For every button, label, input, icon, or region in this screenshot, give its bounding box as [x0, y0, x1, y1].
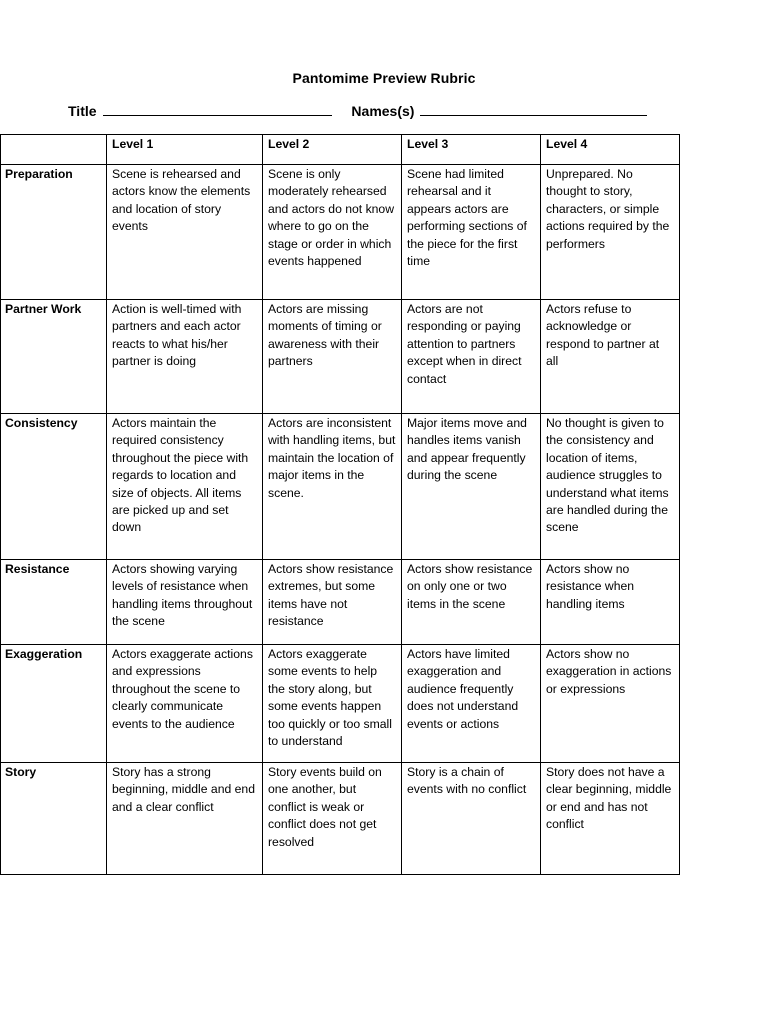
rubric-cell: Actors maintain the required consistency throughout the piece with regards to location and size of objects. All items are picked up and set down — [107, 414, 263, 560]
criterion-story: Story — [1, 763, 107, 875]
rubric-cell: Scene had limited rehearsal and it appears actors are performing sections of the piece for the first time — [402, 165, 541, 300]
names-field-label: Names(s) — [351, 103, 415, 119]
rubric-cell: Actors show no exaggeration in actions or expressions — [541, 645, 680, 763]
names-blank-line[interactable] — [420, 101, 647, 116]
title-field-label: Title — [68, 103, 97, 119]
rubric-cell: Unprepared. No thought to story, characters, or simple actions required by the performers — [541, 165, 680, 300]
rubric-cell: Actors refuse to acknowledge or respond to partner at all — [541, 300, 680, 414]
rubric-cell: Scene is rehearsed and actors know the elements and location of story events — [107, 165, 263, 300]
title-blank-line[interactable] — [103, 101, 332, 116]
rubric-cell: Actors exaggerate some events to help the story along, but some events happen too quickly or too small to understand — [263, 645, 402, 763]
rubric-cell: Story has a strong beginning, middle and end and a clear conflict — [107, 763, 263, 875]
rubric-cell: Action is well-timed with partners and each actor reacts to what his/her partner is doing — [107, 300, 263, 414]
rubric-cell: Actors exaggerate actions and expressions throughout the scene to clearly communicate events to the audience — [107, 645, 263, 763]
page-title: Pantomime Preview Rubric — [292, 70, 476, 86]
header-row — [1, 135, 680, 165]
table-row — [1, 165, 680, 300]
table-row — [1, 560, 680, 645]
rubric-cell: Actors have limited exaggeration and audience frequently does not understand events or actions — [402, 645, 541, 763]
rubric-cell: Scene is only moderately rehearsed and actors do not know where to go on the stage or order in which events happened — [263, 165, 402, 300]
rubric-cell: Actors show resistance on only one or two items in the scene — [402, 560, 541, 645]
level-header-4: Level 4 — [541, 135, 680, 165]
level-header-1: Level 1 — [107, 135, 263, 165]
table-row — [1, 300, 680, 414]
criterion-partner-work: Partner Work — [1, 300, 107, 414]
header-fields — [68, 101, 647, 121]
criterion-exaggeration: Exaggeration — [1, 645, 107, 763]
table-row — [1, 763, 680, 875]
rubric-cell: Actors show resistance extremes, but some items have not resistance — [263, 560, 402, 645]
rubric-cell: Actors show no resistance when handling items — [541, 560, 680, 645]
level-header-2: Level 2 — [263, 135, 402, 165]
table-row — [1, 414, 680, 560]
level-header-3: Level 3 — [402, 135, 541, 165]
rubric-cell: Story events build on one another, but conflict is weak or conflict does not get resolved — [263, 763, 402, 875]
rubric-cell: Actors are not responding or paying attention to partners except when in direct contact — [402, 300, 541, 414]
rubric-cell: No thought is given to the consistency and location of items, audience struggles to understand what items are handled during the scene — [541, 414, 680, 560]
rubric-cell: Story is a chain of events with no conflict — [402, 763, 541, 875]
rubric-cell: Actors are missing moments of timing or awareness with their partners — [263, 300, 402, 414]
rubric-cell: Major items move and handles items vanish and appear frequently during the scene — [402, 414, 541, 560]
rubric-cell: Actors showing varying levels of resistance when handling items throughout the scene — [107, 560, 263, 645]
rubric-cell: Story does not have a clear beginning, middle or end and has not conflict — [541, 763, 680, 875]
criterion-preparation: Preparation — [1, 165, 107, 300]
criterion-resistance: Resistance — [1, 560, 107, 645]
table-row — [1, 645, 680, 763]
corner-cell — [1, 135, 107, 165]
rubric-table — [0, 134, 680, 875]
rubric-cell: Actors are inconsistent with handling items, but maintain the location of major items in the scene. — [263, 414, 402, 560]
criterion-consistency: Consistency — [1, 414, 107, 560]
